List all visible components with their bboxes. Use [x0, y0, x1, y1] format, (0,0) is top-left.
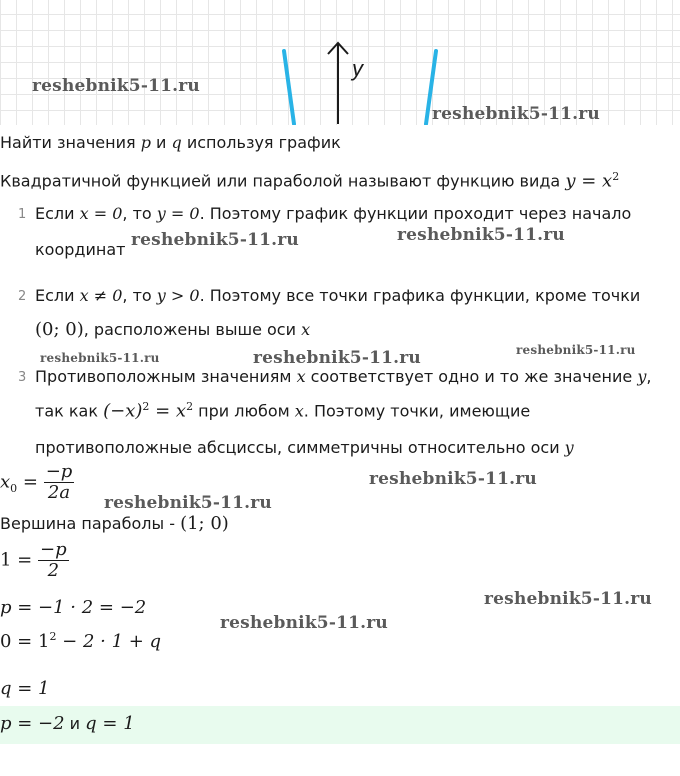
task-title: Найти значения p и q используя график	[0, 133, 341, 152]
answer: p = −2 и q = 1	[0, 713, 135, 734]
watermark: reshebnik5-11.ru	[397, 225, 565, 245]
watermark: reshebnik5-11.ru	[369, 469, 537, 489]
vertex-formula: $x_0$ = $\frac{-p}{2a}$	[0, 462, 73, 503]
list-item-continuation: противоположные абсциссы, симметричны относительно оси y	[35, 438, 574, 457]
watermark: reshebnik5-11.ru	[253, 348, 421, 368]
list-item-continuation: координат	[35, 240, 126, 259]
intro-definition: Квадратичной функцией или параболой называют функцию вида $y = x^2$	[0, 170, 620, 192]
list-item-continuation: так как $(-x)^2 = x^2$ при любом x. Поэтому точки, имеющие	[35, 400, 531, 422]
equation-step-2: p = −1 · 2 = −2	[0, 597, 147, 618]
watermark: reshebnik5-11.ru	[40, 351, 160, 365]
equation-step-3: $0 = 1^2 - 2 \cdot 1 + q$	[0, 630, 162, 652]
watermark: reshebnik5-11.ru	[220, 613, 388, 633]
list-item-continuation: (0; 0), расположены выше оси x	[35, 319, 311, 340]
watermark: reshebnik5-11.ru	[484, 589, 652, 609]
y-axis-label: y	[352, 56, 363, 81]
list-item: Противоположным значениям x соответствует одно и то же значение y,	[35, 367, 652, 386]
list-item-number: 3	[18, 370, 27, 385]
watermark: reshebnik5-11.ru	[131, 230, 299, 250]
list-item: Если x = 0, то y = 0. Поэтому график функции проходит через начало	[35, 204, 632, 223]
watermark: reshebnik5-11.ru	[516, 343, 636, 357]
equation-step-1: 1 = $\frac{-p}{2}$	[0, 539, 67, 581]
parabola-left-branch	[284, 51, 294, 124]
equation-step-4: q = 1	[0, 678, 50, 699]
list-item-number: 1	[18, 207, 27, 222]
list-item-number: 2	[18, 289, 27, 304]
watermark: reshebnik5-11.ru	[432, 104, 600, 124]
answer-box	[0, 706, 680, 744]
watermark: reshebnik5-11.ru	[104, 493, 272, 513]
list-item: Если x ≠ 0, то y > 0. Поэтому все точки графика функции, кроме точки	[35, 286, 641, 305]
watermark: reshebnik5-11.ru	[32, 76, 200, 96]
vertex-statement: Вершина параболы - (1; 0)	[0, 513, 229, 534]
